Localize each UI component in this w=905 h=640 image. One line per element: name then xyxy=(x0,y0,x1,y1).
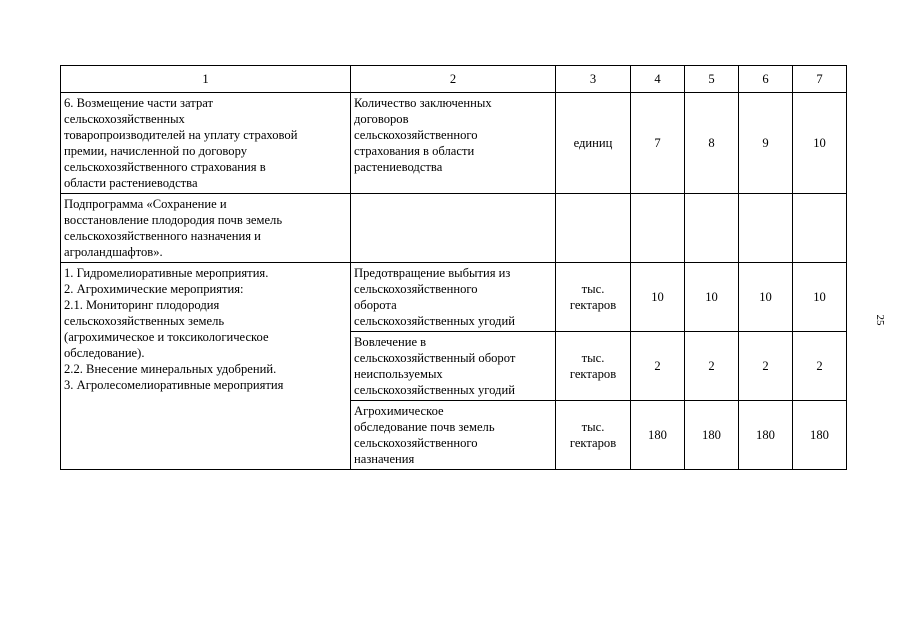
text-line: тыс. xyxy=(581,351,605,365)
value-cell: 2 xyxy=(685,332,739,401)
text-line: сельскохозяйственный оборот xyxy=(354,351,516,365)
text-line: сельскохозяйственных угодий xyxy=(354,383,515,397)
value-cell: 10 xyxy=(685,263,739,332)
text-line: области растениеводства xyxy=(64,176,198,190)
text-line: Вовлечение в xyxy=(354,335,427,349)
text-line: Подпрограмма «Сохранение и xyxy=(64,197,227,211)
unit-cell xyxy=(556,401,631,470)
unit-cell xyxy=(556,263,631,332)
indicator-cell xyxy=(351,263,556,332)
text-line: сельскохозяйственного назначения и xyxy=(64,229,261,243)
text-line: гектаров xyxy=(569,436,617,450)
empty-cell xyxy=(793,194,847,263)
text-line: обследование). xyxy=(64,346,145,360)
text-line: 1. Гидромелиоративные мероприятия. xyxy=(64,266,269,280)
header-cell-1: 1 xyxy=(61,66,351,93)
text-line: сельскохозяйственного xyxy=(354,128,478,142)
value-cell: 10 xyxy=(793,93,847,194)
value-cell: 10 xyxy=(793,263,847,332)
indicator-cell xyxy=(351,93,556,194)
text-line: оборота xyxy=(354,298,397,312)
text-line: сельскохозяйственных угодий xyxy=(354,314,515,328)
header-cell-7: 7 xyxy=(793,66,847,93)
text-line: тыс. xyxy=(581,282,605,296)
empty-cell xyxy=(351,194,556,263)
text-line: неиспользуемых xyxy=(354,367,443,381)
text-line: сельскохозяйственных xyxy=(64,112,185,126)
text-line: страхования в области xyxy=(354,144,475,158)
text-line: 3. Агролесомелиоративные мероприятия xyxy=(64,378,284,392)
header-cell-5: 5 xyxy=(685,66,739,93)
value-cell: 180 xyxy=(685,401,739,470)
empty-cell xyxy=(556,194,631,263)
text-line: 2.2. Внесение минеральных удобрений. xyxy=(64,362,277,376)
text-line: договоров xyxy=(354,112,409,126)
text-line: сельскохозяйственного xyxy=(354,282,478,296)
header-row xyxy=(61,66,847,93)
text-line: гектаров xyxy=(569,367,617,381)
header-cell-4: 4 xyxy=(631,66,685,93)
text-line: агроландшафтов». xyxy=(64,245,163,259)
unit-cell: единиц xyxy=(556,93,631,194)
text-line: 2.1. Мониторинг плодородия xyxy=(64,298,220,312)
value-cell: 180 xyxy=(739,401,793,470)
measure-cell xyxy=(61,93,351,194)
table-row-land-1 xyxy=(61,263,847,332)
text-line: сельскохозяйственного страхования в xyxy=(64,160,266,174)
value-cell: 2 xyxy=(793,332,847,401)
text-line: Агрохимическое xyxy=(354,404,444,418)
indicators-table xyxy=(60,65,847,470)
text-line: сельскохозяйственных земель xyxy=(64,314,225,328)
value-cell: 9 xyxy=(739,93,793,194)
subprogram-cell xyxy=(61,194,351,263)
text-line: гектаров xyxy=(569,298,617,312)
indicator-cell xyxy=(351,401,556,470)
text-line: Предотвращение выбытия из xyxy=(354,266,511,280)
value-cell: 10 xyxy=(631,263,685,332)
page-number: 25 xyxy=(874,314,886,326)
text-line: Количество заключенных xyxy=(354,96,492,110)
value-cell: 7 xyxy=(631,93,685,194)
header-cell-3: 3 xyxy=(556,66,631,93)
empty-cell xyxy=(685,194,739,263)
value-cell: 2 xyxy=(631,332,685,401)
empty-cell xyxy=(631,194,685,263)
text-line: товаропроизводителей на уплату страховой xyxy=(64,128,298,142)
value-cell: 10 xyxy=(739,263,793,332)
header-cell-6: 6 xyxy=(739,66,793,93)
table-row-subprogram xyxy=(61,194,847,263)
text-line: 6. Возмещение части затрат xyxy=(64,96,214,110)
text-line: растениеводства xyxy=(354,160,443,174)
text-line: обследование почв земель xyxy=(354,420,495,434)
measures-list-cell xyxy=(61,263,351,470)
header-cell-2: 2 xyxy=(351,66,556,93)
value-cell: 2 xyxy=(739,332,793,401)
unit-cell xyxy=(556,332,631,401)
empty-cell xyxy=(739,194,793,263)
table-row-insurance xyxy=(61,93,847,194)
text-line: назначения xyxy=(354,452,415,466)
text-line: (агрохимическое и токсикологическое xyxy=(64,330,269,344)
value-cell: 180 xyxy=(631,401,685,470)
text-line: тыс. xyxy=(581,420,605,434)
text-line: премии, начисленной по договору xyxy=(64,144,248,158)
text-line: 2. Агрохимические мероприятия: xyxy=(64,282,244,296)
text-line: восстановление плодородия почв земель xyxy=(64,213,283,227)
indicator-cell xyxy=(351,332,556,401)
value-cell: 180 xyxy=(793,401,847,470)
text-line: сельскохозяйственного xyxy=(354,436,478,450)
value-cell: 8 xyxy=(685,93,739,194)
